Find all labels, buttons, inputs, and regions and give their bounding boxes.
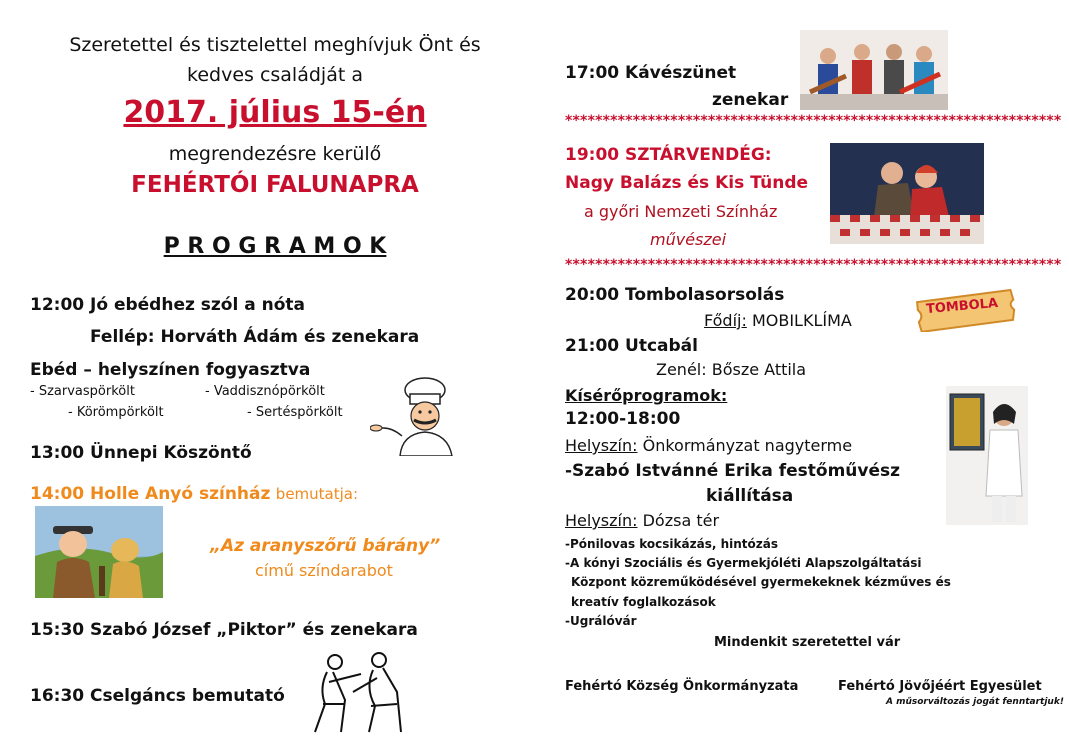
theatre-name: a győri Nemzeti Színház (584, 202, 778, 221)
lunch-title: Ebéd – helyszínen fogyasztva (30, 360, 311, 380)
main-prize-value: MOBILKLÍMA (751, 311, 852, 330)
program-1200-performer: Fellép: Horváth Ádám és zenekara (90, 327, 420, 347)
program-1400 (30, 484, 358, 504)
music-by (656, 360, 806, 379)
dish-3: - Körömpörkölt (68, 405, 164, 420)
activity-1: -Pónilovas kocsikázás, hintózás (565, 537, 778, 551)
program-1400-rest: bemutatja: (275, 485, 359, 503)
play-title: „Az aranyszőrű bárány” (210, 536, 441, 556)
painter-photo (946, 386, 1028, 525)
tombola-ticket (912, 288, 1018, 332)
chef-illustration (370, 376, 462, 456)
activity-2: -A kónyi Szociális és Gyermekjóléti Alapszolgáltatási (565, 556, 922, 570)
event-date: 2017. július 15-én (123, 95, 427, 130)
side-programs-time: 12:00-18:00 (565, 409, 681, 429)
venue-1-value: Önkormányzat nagyterme (642, 436, 853, 455)
invite-line-3: megrendezésre kerülő (168, 143, 382, 165)
venue-1 (565, 436, 852, 455)
program-1200: 12:00 Jó ebédhez szól a nóta (30, 295, 306, 315)
program-1530: 15:30 Szabó József „Piktor” és zenekara (30, 620, 418, 640)
programs-title: P R O G R A M O K (163, 234, 387, 259)
activity-3: Központ közreműködésével gyermekeknek kézműves és (571, 575, 951, 589)
band-image (800, 30, 948, 110)
invite-line-2: kedves családját a (187, 64, 363, 86)
program-1300: 13:00 Ünnepi Köszöntő (30, 443, 252, 463)
venue-2-label: Helyszín: (565, 511, 638, 530)
star-guests: Nagy Balázs és Kis Tünde (565, 173, 809, 193)
program-1700-band: zenekar (712, 90, 789, 110)
welcome-line: Mindenkit szeretettel vár (714, 635, 901, 650)
program-1400-title: 14:00 Holle Anyó színház (30, 484, 271, 504)
organizer-2: Fehértó Jövőjéért Egyesület (838, 679, 1042, 694)
main-prize-label: Fődíj: (704, 311, 747, 330)
stage-photo (830, 143, 984, 244)
exhibition-line-2: kiállítása (706, 486, 794, 506)
judo-illustration (305, 648, 410, 734)
tombola-text: TOMBOLA (925, 295, 999, 318)
event-name: FEHÉRTÓI FALUNAPRA (131, 172, 419, 198)
music-label: Zenél: (656, 360, 707, 379)
program-2100: 21:00 Utcabál (565, 336, 698, 356)
disclaimer: A műsorváltozás jogát fenntartjuk! (886, 697, 1064, 707)
program-2000: 20:00 Tombolasorsolás (565, 285, 785, 305)
program-1700: 17:00 Kávészünet (565, 63, 737, 83)
organizer-1: Fehértó Község Önkormányzata (565, 679, 799, 694)
theatre-artists: művészei (650, 230, 727, 249)
divider-stars-2: ****************************************************************** (565, 257, 1062, 273)
main-prize (704, 311, 852, 330)
side-programs-title: Kísérőprogramok: (565, 386, 728, 405)
activity-5: -Ugrálóvár (565, 614, 637, 628)
dish-4: - Sertéspörkölt (247, 405, 343, 420)
play-subtitle: című színdarabot (255, 561, 393, 580)
venue-1-label: Helyszín: (565, 436, 638, 455)
activity-4: kreatív foglalkozások (571, 595, 716, 609)
dish-1: - Szarvaspörkölt (30, 384, 135, 399)
program-1900: 19:00 SZTÁRVENDÉG: (565, 145, 772, 165)
program-1630: 16:30 Cselgáncs bemutató (30, 686, 285, 706)
puppet-theatre-image (35, 506, 163, 598)
divider-stars-1: ****************************************************************** (565, 113, 1062, 129)
venue-2 (565, 511, 719, 530)
exhibition-line-1: -Szabó Istvánné Erika festőművész (565, 461, 901, 481)
venue-2-value: Dózsa tér (642, 511, 720, 530)
invite-line-1: Szeretettel és tisztelettel meghívjuk Önt és (69, 34, 481, 56)
music-performer: Bősze Attila (711, 360, 807, 379)
dish-2: - Vaddisznópörkölt (205, 384, 325, 399)
